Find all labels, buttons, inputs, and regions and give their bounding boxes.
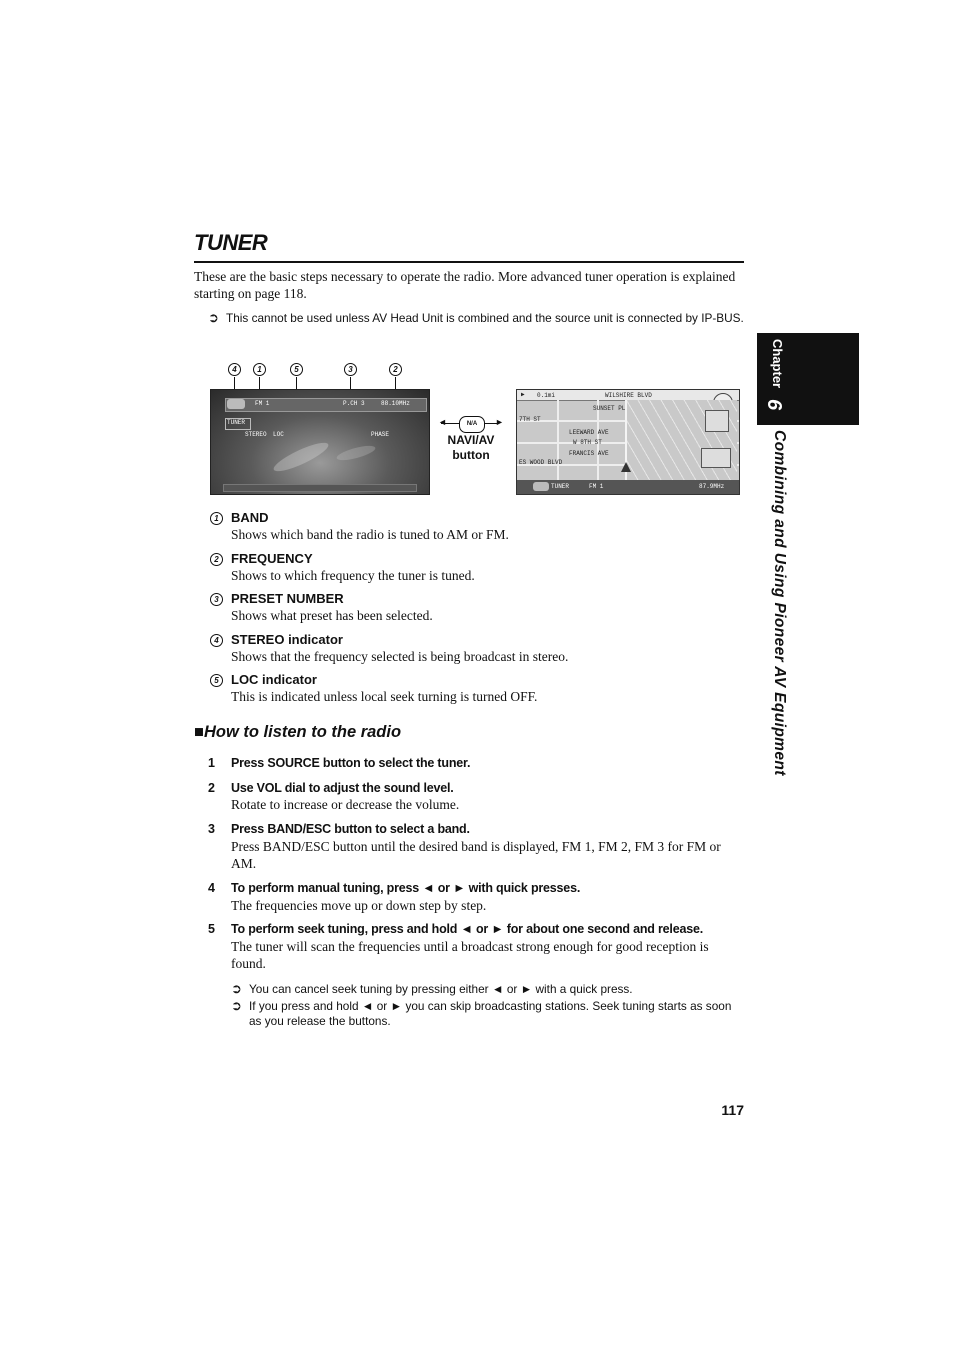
tuner-source-label: TUNER bbox=[227, 419, 246, 426]
phase-label: PHASE bbox=[371, 431, 390, 438]
turn-arrow-icon: ▶ bbox=[521, 391, 525, 398]
item-number: 3 bbox=[210, 593, 223, 606]
step-head: To perform manual tuning, press ◄ or ► with quick presses. bbox=[231, 881, 581, 895]
list-item bbox=[210, 510, 750, 551]
loc-indicator: LOC bbox=[273, 431, 284, 438]
ipbus-note-text: This cannot be used unless AV Head Unit is combined and the source unit is connected by IP-BUS. bbox=[226, 311, 744, 325]
item-label: STEREO indicator bbox=[231, 632, 343, 647]
street-label: 7TH ST bbox=[519, 416, 541, 423]
stereo-indicator: STEREO bbox=[245, 431, 267, 438]
callout-2: 2 bbox=[389, 363, 402, 376]
item-desc: Shows which band the radio is tuned to AM or FM. bbox=[231, 527, 509, 542]
step-number: 5 bbox=[208, 922, 215, 936]
street-label: ES WOOD BLVD bbox=[519, 459, 563, 466]
item-desc: Shows that the frequency selected is being broadcast in stereo. bbox=[231, 649, 569, 664]
street-label: LEEWARD AVE bbox=[569, 429, 609, 436]
tuner-screen bbox=[210, 389, 430, 495]
chapter-word: Chapter bbox=[770, 339, 785, 389]
map-frequency-readout: 87.9MHz bbox=[699, 483, 725, 490]
note-arrow-icon: ➲ bbox=[231, 981, 242, 996]
item-number: 5 bbox=[210, 674, 223, 687]
item-label: BAND bbox=[231, 510, 269, 525]
item-label: LOC indicator bbox=[231, 672, 317, 687]
note-arrow-icon: ➲ bbox=[231, 998, 242, 1013]
section-heading bbox=[194, 723, 401, 742]
step-body: Press BAND/ESC button until the desired band is displayed, FM 1, FM 2, FM 3 for FM or AM. bbox=[231, 839, 721, 871]
street-label: FRANCIS AVE bbox=[569, 450, 609, 457]
item-number: 4 bbox=[210, 634, 223, 647]
step-head: Use VOL dial to adjust the sound level. bbox=[231, 781, 454, 795]
tip-text: If you press and hold ◄ or ► you can skip broadcasting stations. Seek tuning starts as soon as you release the buttons. bbox=[249, 999, 732, 1028]
map-side-button[interactable] bbox=[705, 410, 729, 432]
section-square-icon: ■ bbox=[194, 723, 204, 741]
step-number: 2 bbox=[208, 781, 215, 795]
arrow-left-icon: ◄ bbox=[438, 417, 447, 427]
step-body: The frequencies move up or down step by step. bbox=[231, 898, 487, 913]
callout-3: 3 bbox=[344, 363, 357, 376]
page-number: 117 bbox=[721, 1102, 744, 1118]
ipbus-note bbox=[208, 311, 748, 326]
source-icon bbox=[533, 482, 549, 491]
street-top: WILSHIRE BLVD bbox=[605, 392, 652, 399]
distance-readout: 0.1mi bbox=[537, 392, 556, 399]
step-body: The tuner will scan the frequencies until a broadcast strong enough for good reception is found. bbox=[231, 939, 709, 971]
item-number: 1 bbox=[210, 512, 223, 525]
navi-av-button-icon[interactable]: N/A bbox=[459, 416, 485, 433]
band-readout: FM 1 bbox=[255, 400, 270, 407]
list-item bbox=[210, 632, 750, 672]
step-head: Press BAND/ESC button to select a band. bbox=[231, 822, 470, 836]
title-rule bbox=[194, 261, 744, 263]
street-label: SUNSET PL bbox=[593, 405, 626, 412]
note-arrow-icon: ➲ bbox=[208, 310, 219, 325]
arrow-right-icon: ► bbox=[495, 417, 504, 427]
step-head: Press SOURCE button to select the tuner. bbox=[231, 756, 471, 770]
frequency-readout: 88.10MHz bbox=[381, 400, 410, 407]
item-number: 2 bbox=[210, 553, 223, 566]
side-chapter-title: Combining and Using Pioneer AV Equipment bbox=[771, 430, 788, 776]
street-label: W 8TH ST bbox=[573, 439, 602, 446]
tip-text: You can cancel seek tuning by pressing either ◄ or ► with a quick press. bbox=[249, 982, 633, 996]
chapter-number: 6 bbox=[763, 399, 785, 411]
map-tuner-label: TUNER bbox=[551, 483, 570, 490]
step-head: To perform seek tuning, press and hold ◄ or ► for about one second and release. bbox=[231, 922, 703, 936]
tip-1 bbox=[231, 982, 746, 997]
item-label: FREQUENCY bbox=[231, 551, 313, 566]
page-title: TUNER bbox=[194, 230, 268, 255]
callout-1: 1 bbox=[253, 363, 266, 376]
navi-av-label-line1: NAVI/AV bbox=[447, 433, 495, 447]
vehicle-position-icon bbox=[621, 462, 631, 472]
callout-5: 5 bbox=[290, 363, 303, 376]
intro-text: These are the basic steps necessary to operate the radio. More advanced tuner operation is explained starting on page 118. bbox=[194, 269, 736, 301]
list-item bbox=[210, 591, 750, 632]
tip-2 bbox=[231, 999, 746, 1029]
item-desc: This is indicated unless local seek turning is turned OFF. bbox=[231, 689, 538, 704]
map-side-button[interactable] bbox=[701, 448, 731, 468]
callout-4: 4 bbox=[228, 363, 241, 376]
bottom-bar bbox=[223, 484, 417, 492]
map-band-readout: FM 1 bbox=[589, 483, 604, 490]
step-number: 1 bbox=[208, 756, 215, 770]
step-number: 3 bbox=[208, 822, 215, 836]
section-heading-text: How to listen to the radio bbox=[203, 723, 402, 741]
preset-readout: P.CH 3 bbox=[343, 400, 365, 407]
list-item bbox=[210, 672, 750, 712]
navi-av-label bbox=[438, 433, 504, 463]
item-list bbox=[210, 510, 750, 712]
navigation-map-screen bbox=[516, 389, 740, 495]
item-desc: Shows what preset has been selected. bbox=[231, 608, 433, 623]
navi-av-label-line2: button bbox=[452, 448, 490, 462]
source-icon bbox=[227, 399, 245, 409]
step-body: Rotate to increase or decrease the volume. bbox=[231, 797, 460, 812]
item-label: PRESET NUMBER bbox=[231, 591, 344, 606]
step-number: 4 bbox=[208, 881, 215, 895]
item-desc: Shows to which frequency the tuner is tuned. bbox=[231, 568, 475, 583]
list-item bbox=[210, 551, 750, 591]
chapter-tab bbox=[757, 333, 859, 425]
